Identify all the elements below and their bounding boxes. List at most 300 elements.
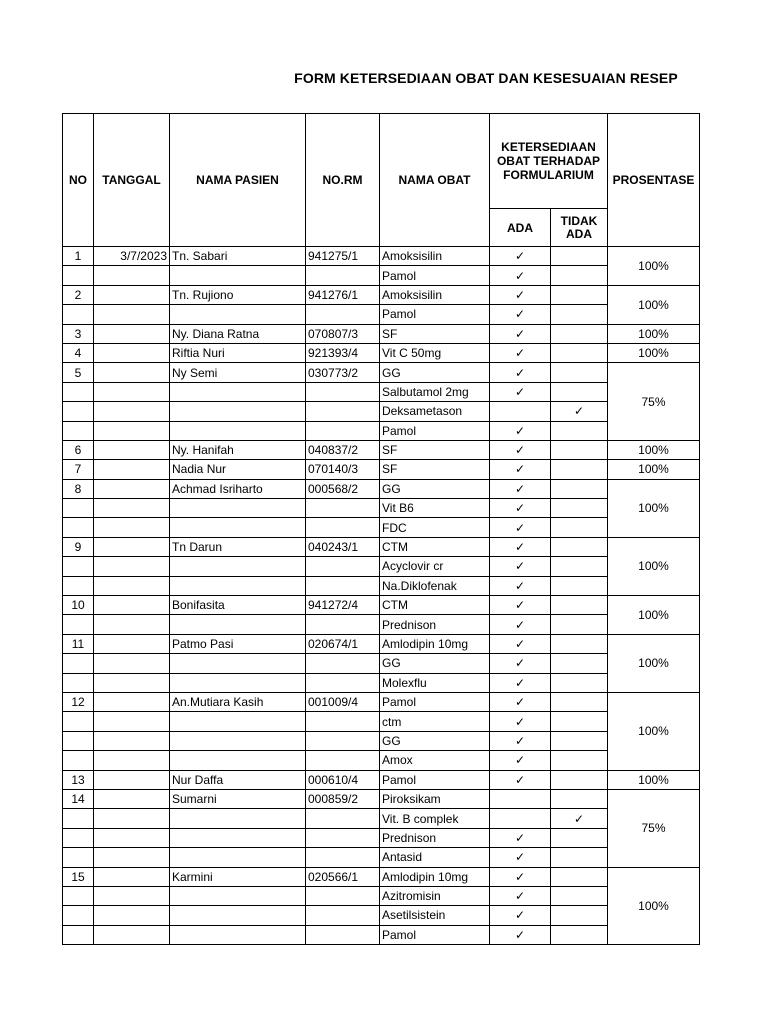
cell-no (63, 421, 94, 440)
cell-no (63, 848, 94, 867)
header-no-rm: NO.RM (306, 114, 380, 247)
header-ketersediaan-line1: KETERSEDIAAN (501, 140, 596, 154)
table-row (63, 402, 700, 421)
cell-ada: ✓ (490, 499, 551, 518)
cell-ada: ✓ (490, 906, 551, 925)
cell-nama-pasien: Ny Semi (170, 363, 306, 382)
cell-tanggal (94, 770, 170, 789)
cell-nama-obat: Vit B6 (380, 499, 490, 518)
cell-tanggal (94, 499, 170, 518)
cell-ada (490, 402, 551, 421)
cell-nama-pasien: Tn. Rujiono (170, 285, 306, 304)
cell-no-rm (306, 305, 380, 324)
cell-no-rm (306, 731, 380, 750)
cell-nama-pasien: Karmini (170, 867, 306, 886)
cell-nama-pasien (170, 712, 306, 731)
cell-ada: ✓ (490, 440, 551, 459)
cell-no: 5 (63, 363, 94, 382)
cell-ada: ✓ (490, 460, 551, 479)
cell-prosentase: 100% (608, 324, 700, 343)
cell-tidak-ada (551, 479, 608, 498)
table-row (63, 421, 700, 440)
cell-nama-obat: GG (380, 731, 490, 750)
table-row (63, 305, 700, 324)
header-ada: ADA (490, 209, 551, 247)
cell-no-rm: 921393/4 (306, 343, 380, 362)
cell-tidak-ada (551, 867, 608, 886)
table-row (63, 634, 700, 653)
cell-tanggal (94, 557, 170, 576)
cell-prosentase: 100% (608, 440, 700, 459)
cell-nama-pasien: Bonifasita (170, 596, 306, 615)
table-row (63, 596, 700, 615)
cell-nama-pasien (170, 673, 306, 692)
cell-no-rm (306, 848, 380, 867)
cell-nama-obat: GG (380, 479, 490, 498)
cell-ada: ✓ (490, 634, 551, 653)
cell-nama-obat: Salbutamol 2mg (380, 382, 490, 401)
cell-no (63, 576, 94, 595)
cell-no-rm (306, 615, 380, 634)
cell-nama-obat: SF (380, 460, 490, 479)
cell-no (63, 712, 94, 731)
table-row (63, 886, 700, 905)
table-row (63, 828, 700, 847)
cell-tanggal: 3/7/2023 (94, 247, 170, 266)
table-row (63, 692, 700, 711)
cell-no (63, 382, 94, 401)
cell-tidak-ada (551, 421, 608, 440)
cell-nama-obat: Amlodipin 10mg (380, 867, 490, 886)
cell-tanggal (94, 789, 170, 808)
cell-tidak-ada (551, 692, 608, 711)
cell-no: 14 (63, 789, 94, 808)
header-nama-pasien: NAMA PASIEN (170, 114, 306, 247)
cell-tidak-ada (551, 247, 608, 266)
cell-ada: ✓ (490, 247, 551, 266)
cell-no-rm: 941275/1 (306, 247, 380, 266)
header-tidak-line2: ADA (566, 226, 592, 241)
cell-prosentase: 100% (608, 692, 700, 770)
cell-ada: ✓ (490, 537, 551, 556)
cell-nama-pasien: Achmad Isriharto (170, 479, 306, 498)
cell-tanggal (94, 382, 170, 401)
cell-tanggal (94, 615, 170, 634)
cell-no (63, 557, 94, 576)
cell-no-rm: 001009/4 (306, 692, 380, 711)
cell-nama-obat: Amlodipin 10mg (380, 634, 490, 653)
cell-nama-obat: Deksametason (380, 402, 490, 421)
cell-ada: ✓ (490, 285, 551, 304)
table-row (63, 285, 700, 304)
cell-nama-pasien (170, 906, 306, 925)
cell-ada: ✓ (490, 692, 551, 711)
table-row (63, 751, 700, 770)
cell-tidak-ada (551, 751, 608, 770)
table-row (63, 499, 700, 518)
cell-nama-pasien (170, 809, 306, 828)
cell-tidak-ada (551, 925, 608, 944)
cell-prosentase: 100% (608, 343, 700, 362)
cell-tanggal (94, 828, 170, 847)
cell-prosentase: 100% (608, 479, 700, 537)
cell-no (63, 731, 94, 750)
cell-tanggal (94, 537, 170, 556)
cell-no: 13 (63, 770, 94, 789)
cell-nama-pasien: An.Mutiara Kasih (170, 692, 306, 711)
cell-tanggal (94, 305, 170, 324)
table-row (63, 324, 700, 343)
cell-no-rm (306, 712, 380, 731)
cell-tidak-ada (551, 615, 608, 634)
cell-no: 10 (63, 596, 94, 615)
cell-no (63, 615, 94, 634)
cell-nama-pasien: Nur Daffa (170, 770, 306, 789)
cell-tidak-ada (551, 363, 608, 382)
cell-ada: ✓ (490, 867, 551, 886)
cell-nama-obat: SF (380, 324, 490, 343)
table-body (63, 247, 700, 945)
cell-nama-pasien: Tn Darun (170, 537, 306, 556)
cell-nama-pasien (170, 731, 306, 750)
cell-ada: ✓ (490, 751, 551, 770)
cell-prosentase: 100% (608, 460, 700, 479)
cell-no (63, 266, 94, 285)
cell-prosentase: 100% (608, 596, 700, 635)
table-row (63, 557, 700, 576)
cell-ada: ✓ (490, 343, 551, 362)
cell-tanggal (94, 673, 170, 692)
cell-no-rm (306, 557, 380, 576)
header-tidak-line1: TIDAK (560, 213, 598, 228)
cell-tidak-ada (551, 634, 608, 653)
header-ketersediaan-line3: FORMULARIUM (503, 168, 594, 182)
cell-no-rm (306, 518, 380, 537)
cell-tidak-ada: ✓ (551, 809, 608, 828)
cell-nama-obat: Pamol (380, 692, 490, 711)
cell-no: 3 (63, 324, 94, 343)
table-row (63, 673, 700, 692)
cell-ada: ✓ (490, 770, 551, 789)
cell-nama-obat: Vit. B complek (380, 809, 490, 828)
cell-tidak-ada (551, 343, 608, 362)
cell-ada: ✓ (490, 654, 551, 673)
table-row (63, 537, 700, 556)
cell-tanggal (94, 402, 170, 421)
cell-no: 12 (63, 692, 94, 711)
cell-no (63, 828, 94, 847)
cell-ada: ✓ (490, 557, 551, 576)
cell-prosentase: 100% (608, 537, 700, 595)
header-no: NO (63, 114, 94, 247)
cell-nama-pasien (170, 751, 306, 770)
cell-no-rm: 941276/1 (306, 285, 380, 304)
cell-no-rm: 030773/2 (306, 363, 380, 382)
cell-tanggal (94, 731, 170, 750)
cell-no (63, 809, 94, 828)
cell-ada: ✓ (490, 596, 551, 615)
cell-no-rm: 941272/4 (306, 596, 380, 615)
cell-no-rm: 040243/1 (306, 537, 380, 556)
table-row (63, 712, 700, 731)
cell-prosentase: 100% (608, 634, 700, 692)
cell-tidak-ada: ✓ (551, 402, 608, 421)
cell-nama-pasien (170, 499, 306, 518)
cell-tidak-ada (551, 886, 608, 905)
cell-ada: ✓ (490, 421, 551, 440)
table-row (63, 518, 700, 537)
cell-tidak-ada (551, 305, 608, 324)
cell-no-rm: 000568/2 (306, 479, 380, 498)
cell-no: 11 (63, 634, 94, 653)
cell-ada: ✓ (490, 518, 551, 537)
cell-no: 4 (63, 343, 94, 362)
cell-nama-obat: SF (380, 440, 490, 459)
table-row (63, 925, 700, 944)
form-title (0, 70, 768, 86)
table-row (63, 654, 700, 673)
cell-tidak-ada (551, 266, 608, 285)
table-row (63, 460, 700, 479)
cell-tidak-ada (551, 712, 608, 731)
cell-no: 2 (63, 285, 94, 304)
cell-tanggal (94, 906, 170, 925)
cell-nama-obat: ctm (380, 712, 490, 731)
cell-nama-obat: Asetilsistein (380, 906, 490, 925)
cell-no-rm (306, 266, 380, 285)
cell-tanggal (94, 692, 170, 711)
cell-no (63, 925, 94, 944)
table-row (63, 382, 700, 401)
cell-tanggal (94, 654, 170, 673)
header-ketersediaan (490, 114, 608, 209)
cell-nama-pasien (170, 518, 306, 537)
cell-no: 8 (63, 479, 94, 498)
cell-nama-pasien: Riftia Nuri (170, 343, 306, 362)
cell-tanggal (94, 440, 170, 459)
table-row (63, 440, 700, 459)
cell-no (63, 906, 94, 925)
cell-no-rm (306, 828, 380, 847)
cell-nama-pasien (170, 848, 306, 867)
cell-no (63, 886, 94, 905)
cell-tanggal (94, 324, 170, 343)
cell-tanggal (94, 867, 170, 886)
cell-no-rm: 000610/4 (306, 770, 380, 789)
header-prosentase: PROSENTASE (608, 114, 700, 247)
cell-nama-obat: Acyclovir cr (380, 557, 490, 576)
cell-tidak-ada (551, 518, 608, 537)
header-nama-obat: NAMA OBAT (380, 114, 490, 247)
cell-ada: ✓ (490, 305, 551, 324)
cell-nama-obat: CTM (380, 596, 490, 615)
prescription-table (62, 113, 700, 945)
cell-nama-obat: Amoksisilin (380, 247, 490, 266)
cell-nama-obat: GG (380, 654, 490, 673)
cell-nama-obat: Prednison (380, 828, 490, 847)
cell-nama-pasien (170, 925, 306, 944)
cell-ada: ✓ (490, 925, 551, 944)
cell-tidak-ada (551, 382, 608, 401)
cell-tidak-ada (551, 828, 608, 847)
cell-tidak-ada (551, 324, 608, 343)
cell-tanggal (94, 925, 170, 944)
cell-nama-obat: GG (380, 363, 490, 382)
cell-tanggal (94, 886, 170, 905)
cell-no-rm: 020674/1 (306, 634, 380, 653)
cell-nama-pasien (170, 382, 306, 401)
cell-tidak-ada (551, 906, 608, 925)
cell-nama-pasien: Sumarni (170, 789, 306, 808)
header-tidak-ada (551, 209, 608, 247)
cell-nama-obat: Piroksikam (380, 789, 490, 808)
cell-no (63, 305, 94, 324)
cell-tanggal (94, 809, 170, 828)
cell-ada: ✓ (490, 479, 551, 498)
cell-nama-pasien (170, 828, 306, 847)
cell-nama-obat: Vit C 50mg (380, 343, 490, 362)
cell-no (63, 673, 94, 692)
cell-no-rm (306, 654, 380, 673)
cell-ada: ✓ (490, 848, 551, 867)
cell-nama-obat: Pamol (380, 305, 490, 324)
cell-no-rm (306, 402, 380, 421)
cell-tidak-ada (551, 440, 608, 459)
cell-no-rm: 070140/3 (306, 460, 380, 479)
cell-nama-obat: Pamol (380, 925, 490, 944)
table-row (63, 343, 700, 362)
cell-tanggal (94, 848, 170, 867)
table-row (63, 615, 700, 634)
cell-tanggal (94, 634, 170, 653)
cell-nama-obat: Pamol (380, 421, 490, 440)
cell-nama-pasien (170, 654, 306, 673)
form-title-text: FORM KETERSEDIAAN OBAT DAN KESESUAIAN RESEP (294, 70, 678, 86)
cell-tanggal (94, 460, 170, 479)
cell-tanggal (94, 363, 170, 382)
table-row (63, 848, 700, 867)
cell-tidak-ada (551, 789, 608, 808)
cell-tidak-ada (551, 848, 608, 867)
cell-prosentase: 100% (608, 770, 700, 789)
table-row (63, 906, 700, 925)
cell-no: 6 (63, 440, 94, 459)
table-row (63, 363, 700, 382)
cell-no-rm (306, 886, 380, 905)
cell-nama-pasien (170, 886, 306, 905)
cell-no: 7 (63, 460, 94, 479)
cell-tanggal (94, 751, 170, 770)
table-row (63, 809, 700, 828)
cell-no (63, 518, 94, 537)
cell-tidak-ada (551, 285, 608, 304)
cell-nama-obat: Pamol (380, 266, 490, 285)
table-row (63, 266, 700, 285)
cell-no (63, 402, 94, 421)
cell-nama-pasien (170, 421, 306, 440)
cell-tidak-ada (551, 460, 608, 479)
cell-nama-obat: Amox (380, 751, 490, 770)
cell-tidak-ada (551, 731, 608, 750)
cell-no (63, 499, 94, 518)
cell-ada: ✓ (490, 828, 551, 847)
cell-ada: ✓ (490, 886, 551, 905)
table-row (63, 770, 700, 789)
cell-nama-obat: Amoksisilin (380, 285, 490, 304)
cell-no-rm (306, 421, 380, 440)
cell-tidak-ada (551, 654, 608, 673)
cell-ada: ✓ (490, 615, 551, 634)
cell-tidak-ada (551, 770, 608, 789)
cell-nama-obat: Antasid (380, 848, 490, 867)
cell-no-rm (306, 673, 380, 692)
cell-ada (490, 789, 551, 808)
header-ketersediaan-line2: OBAT TERHADAP (496, 154, 601, 168)
cell-tanggal (94, 518, 170, 537)
cell-ada: ✓ (490, 382, 551, 401)
cell-nama-obat: CTM (380, 537, 490, 556)
cell-tanggal (94, 712, 170, 731)
cell-nama-pasien: Nadia Nur (170, 460, 306, 479)
cell-nama-obat: Prednison (380, 615, 490, 634)
cell-tanggal (94, 576, 170, 595)
cell-nama-pasien (170, 266, 306, 285)
cell-ada: ✓ (490, 712, 551, 731)
cell-nama-obat: FDC (380, 518, 490, 537)
cell-no: 1 (63, 247, 94, 266)
cell-no-rm (306, 809, 380, 828)
cell-nama-obat: Azitromisin (380, 886, 490, 905)
cell-ada: ✓ (490, 363, 551, 382)
cell-tanggal (94, 596, 170, 615)
cell-nama-pasien: Patmo Pasi (170, 634, 306, 653)
cell-ada: ✓ (490, 324, 551, 343)
cell-no-rm (306, 576, 380, 595)
cell-nama-obat: Pamol (380, 770, 490, 789)
cell-tanggal (94, 285, 170, 304)
cell-no: 15 (63, 867, 94, 886)
cell-nama-pasien (170, 576, 306, 595)
cell-ada: ✓ (490, 673, 551, 692)
cell-nama-pasien: Tn. Sabari (170, 247, 306, 266)
header-tanggal: TANGGAL (94, 114, 170, 247)
cell-ada: ✓ (490, 731, 551, 750)
cell-nama-pasien (170, 615, 306, 634)
cell-nama-pasien (170, 402, 306, 421)
cell-tanggal (94, 479, 170, 498)
cell-nama-pasien: Ny. Hanifah (170, 440, 306, 459)
cell-no-rm: 040837/2 (306, 440, 380, 459)
cell-no-rm: 020566/1 (306, 867, 380, 886)
cell-prosentase: 100% (608, 867, 700, 945)
header-row (63, 114, 700, 209)
cell-no-rm (306, 382, 380, 401)
cell-tidak-ada (551, 596, 608, 615)
cell-nama-obat: Molexflu (380, 673, 490, 692)
cell-nama-obat: Na.Diklofenak (380, 576, 490, 595)
cell-tidak-ada (551, 576, 608, 595)
cell-no (63, 751, 94, 770)
cell-tanggal (94, 343, 170, 362)
cell-ada: ✓ (490, 266, 551, 285)
cell-tidak-ada (551, 537, 608, 556)
table-row (63, 789, 700, 808)
table-row (63, 479, 700, 498)
table-row (63, 867, 700, 886)
cell-prosentase: 75% (608, 363, 700, 441)
cell-prosentase: 75% (608, 789, 700, 867)
cell-no-rm (306, 906, 380, 925)
